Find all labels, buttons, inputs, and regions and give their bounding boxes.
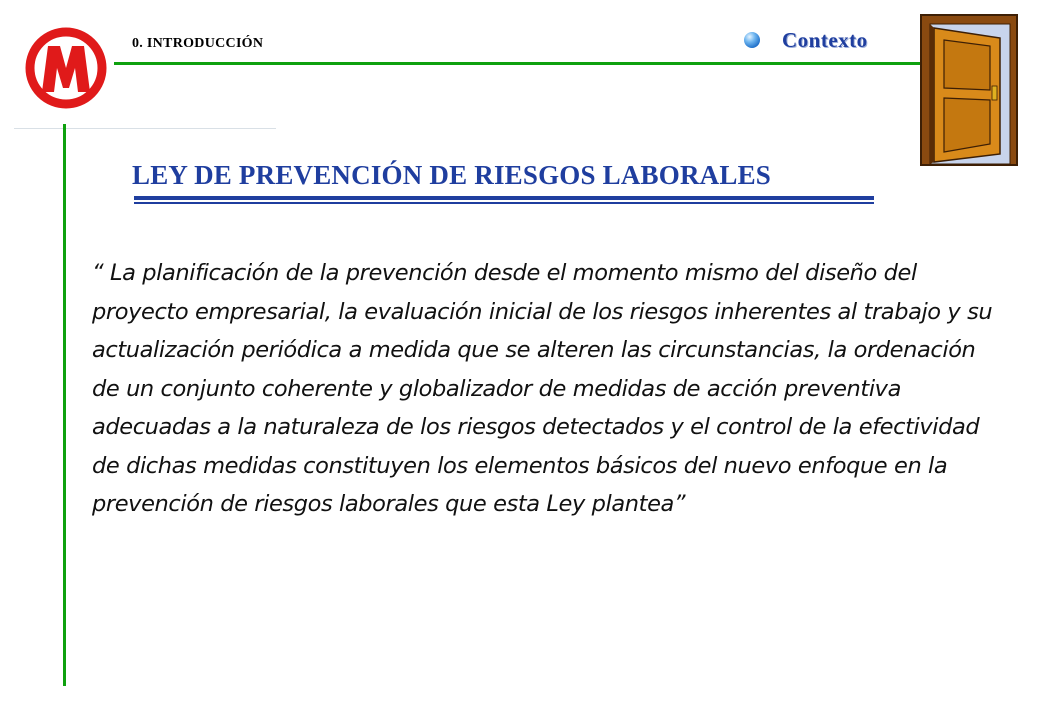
quote-line: proyecto empresarial, la evaluación inicial de los riesgos inherentes al trabajo y su (92, 298, 993, 325)
quote-line: adecuadas a la naturaleza de los riesgos detectados y el control de la efectividad (92, 414, 980, 440)
header-rule (114, 62, 922, 65)
left-margin-rule (63, 124, 66, 686)
exit-door-icon[interactable] (920, 14, 1018, 166)
quote-line: de dichas medidas constituyen los elementos básicos del nuevo enfoque en la (92, 452, 948, 479)
quote-text (92, 254, 1022, 524)
title-underline (134, 196, 874, 200)
page-title: LEY DE PREVENCIÓN DE RIESGOS LABORALES (132, 160, 771, 190)
quote-line: de un conjunto coherente y globalizador de medidas de acción preventiva (92, 375, 901, 402)
context-link[interactable]: Contexto (782, 28, 868, 52)
title-underline-thin (134, 202, 874, 204)
bullet-icon (744, 32, 760, 48)
m-circle-logo-icon (20, 22, 112, 114)
section-label: 0. INTRODUCCIÓN (132, 36, 264, 51)
quote-line: “ La planificación de la prevención desde el momento mismo del diseño del (92, 260, 917, 286)
quote-line: actualización periódica a medida que se alteren las circunstancias, la ordenación (92, 337, 976, 363)
quote-line: prevención de riesgos laborales que esta Ley plantea” (92, 491, 686, 517)
logo-divider (14, 128, 276, 129)
